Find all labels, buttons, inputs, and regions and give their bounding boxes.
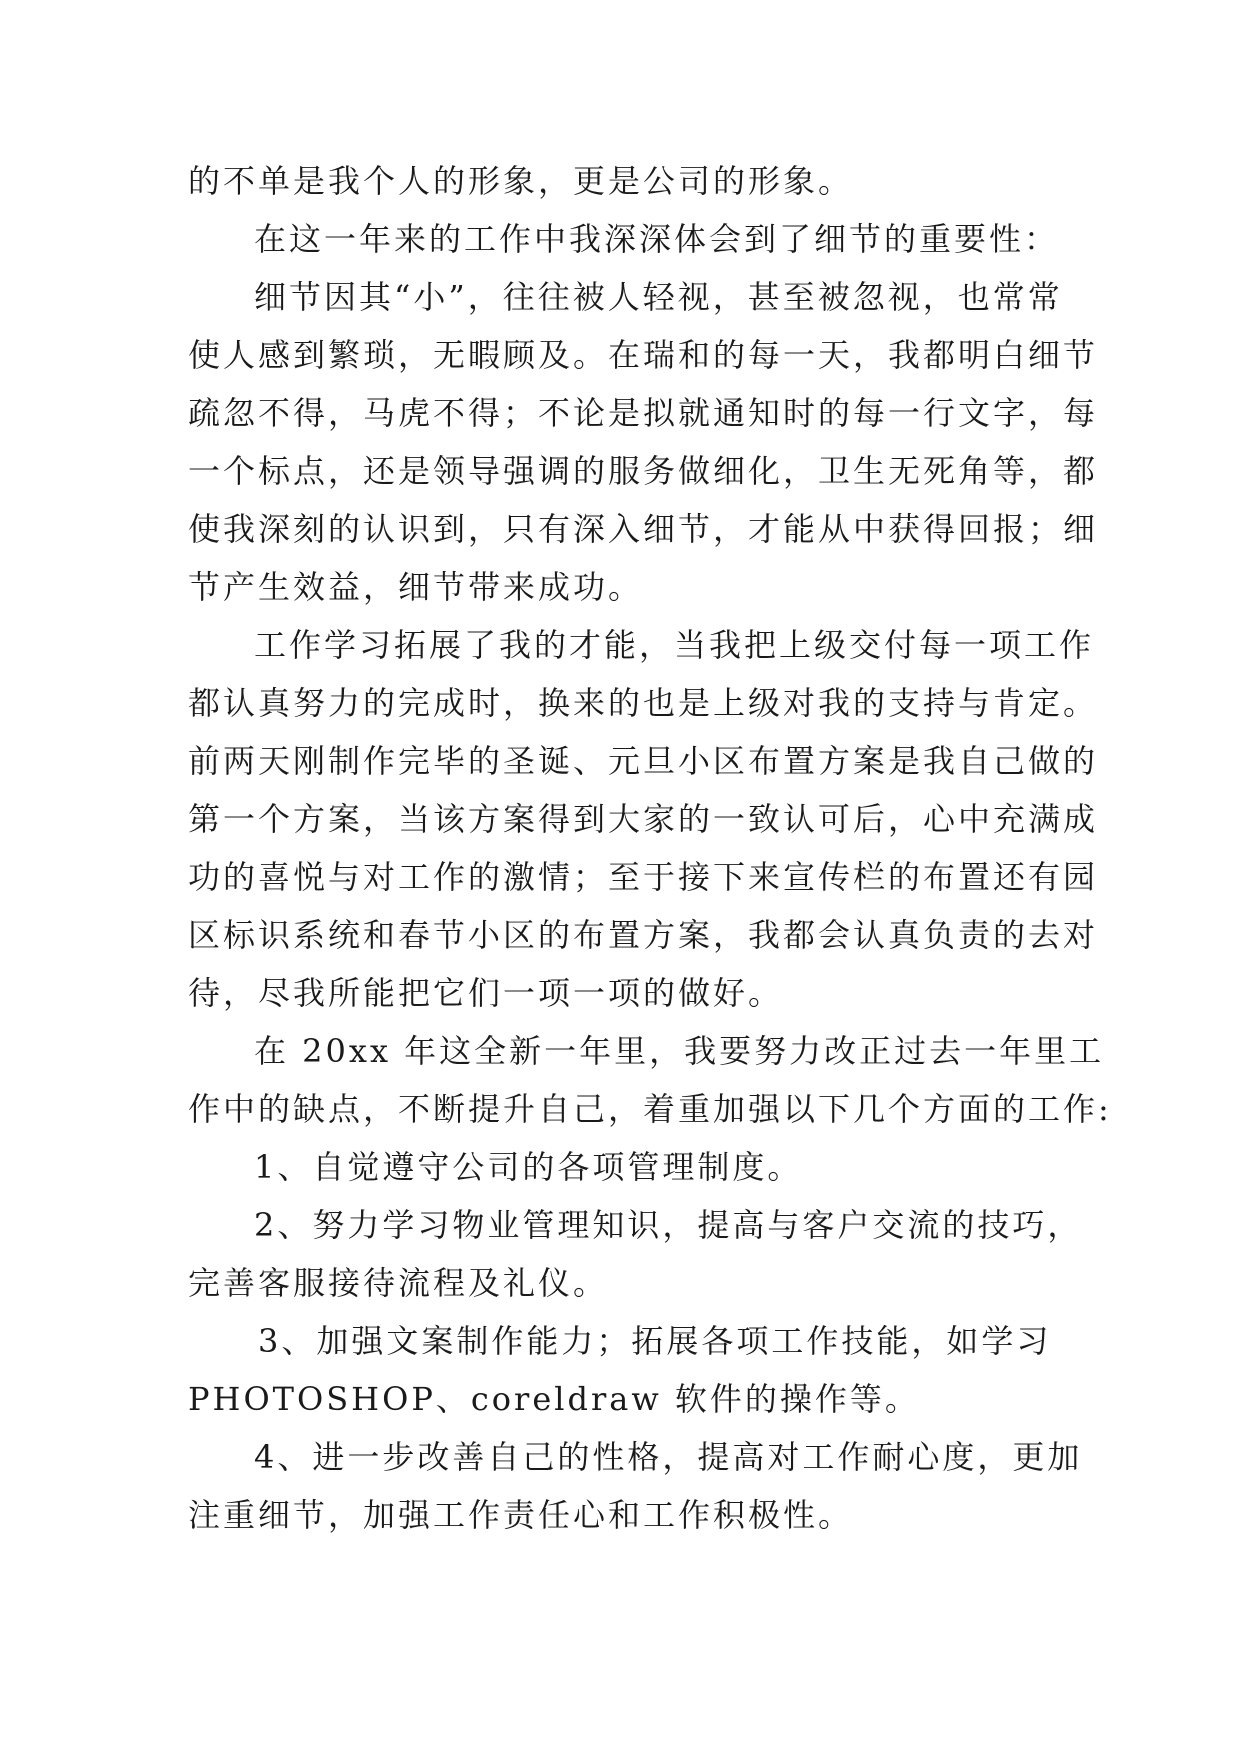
text-line: 作中的缺点，不断提升自己，着重加强以下几个方面的工作: xyxy=(188,1090,1112,1128)
list-item: 1、自觉遵守公司的各项管理制度。 xyxy=(254,1148,803,1186)
text-line: 使我深刻的认识到，只有深入细节，才能从中获得回报；细 xyxy=(188,510,1099,548)
text-line: 的不单是我个人的形象，更是公司的形象。 xyxy=(188,162,854,200)
text-line: PHOTOSHOP、coreldraw 软件的操作等。 xyxy=(188,1380,920,1418)
text-line: 工作学习拓展了我的才能，当我把上级交付每一项工作 xyxy=(254,626,1095,664)
text-line: 节产生效益，细节带来成功。 xyxy=(188,568,644,606)
text-line: 完善客服接待流程及礼仪。 xyxy=(188,1264,609,1302)
list-item: 4、进一步改善自己的性格，提高对工作耐心度，更加 xyxy=(254,1438,1083,1476)
text-line: 功的喜悦与对工作的激情；至于接下来宣传栏的布置还有园 xyxy=(188,858,1099,896)
text-line: 注重细节，加强工作责任心和工作积极性。 xyxy=(188,1496,854,1534)
text-line: 在 20xx 年这全新一年里，我要努力改正过去一年里工 xyxy=(254,1032,1105,1070)
text-line: 第一个方案，当该方案得到大家的一致认可后，心中充满成 xyxy=(188,800,1099,838)
text-line: 区标识系统和春节小区的布置方案，我都会认真负责的去对 xyxy=(188,916,1099,954)
text-line: 待，尽我所能把它们一项一项的做好。 xyxy=(188,974,784,1012)
text-line: 都认真努力的完成时，换来的也是上级对我的支持与肯定。 xyxy=(188,684,1099,722)
text-line: 使人感到繁琐，无暇顾及。在瑞和的每一天，我都明白细节 xyxy=(188,336,1099,374)
text-line: 前两天刚制作完毕的圣诞、元旦小区布置方案是我自己做的 xyxy=(188,742,1099,780)
document-body xyxy=(188,152,1112,1544)
text-line: 疏忽不得，马虎不得；不论是拟就通知时的每一行文字，每 xyxy=(188,394,1099,432)
text-line: 在这一年来的工作中我深深体会到了细节的重要性： xyxy=(254,220,1060,258)
list-item: 3、加强文案制作能力；拓展各项工作技能，如学习 xyxy=(258,1322,1052,1360)
list-item: 2、努力学习物业管理知识，提高与客户交流的技巧， xyxy=(254,1206,1083,1244)
text-line: 细节因其“小”，往往被人轻视，甚至被忽视，也常常 xyxy=(254,278,1063,316)
text-line: 一个标点，还是领导强调的服务做细化，卫生无死角等，都 xyxy=(188,452,1099,490)
